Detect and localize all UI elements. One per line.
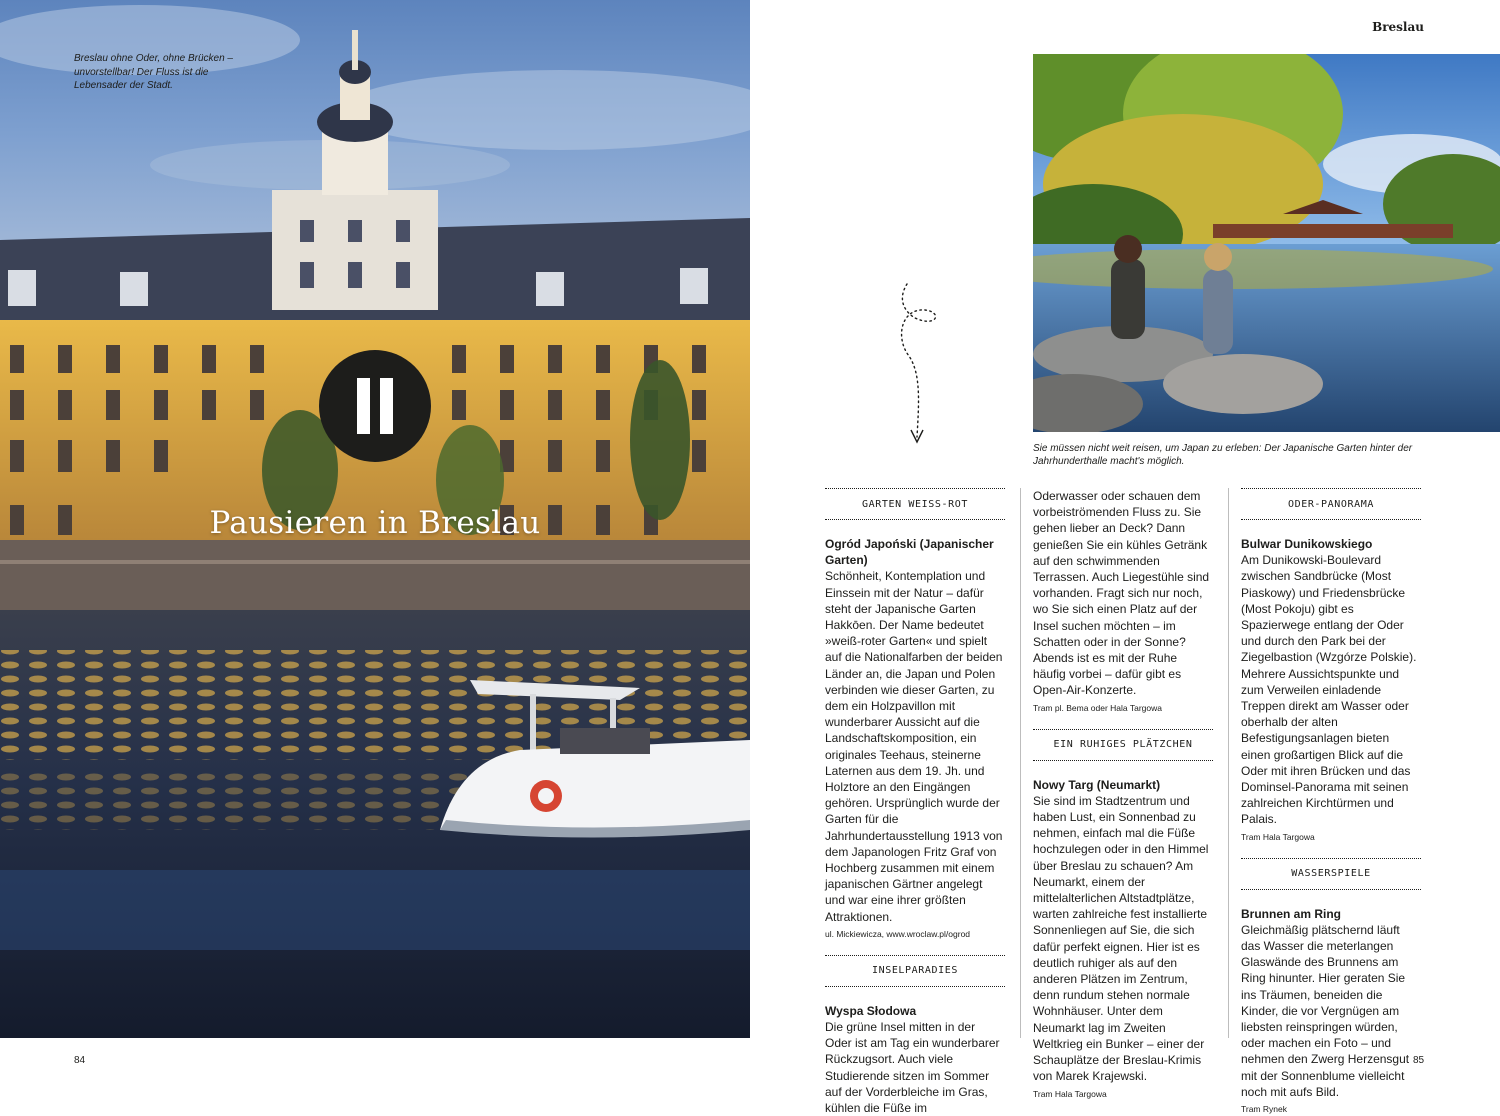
japanese-garden-illustration	[1033, 54, 1500, 432]
item-title: Nowy Targ (Neumarkt)	[1033, 777, 1161, 792]
running-head: Breslau	[1372, 20, 1424, 34]
photo-caption-right: Sie müssen nicht weit reisen, um Japan zu erleben: Der Japanische Garten hinter der Jahrhunderthalle macht's möglich.	[1033, 443, 1413, 467]
item-body: Die grüne Insel mitten in der Oder ist am Tag ein wunderbarer Rückzugsort. Auch viele Studierende sitzen im Sommer auf der Vorderbleiche im Gras, kühlen die Füße im	[825, 1020, 1000, 1116]
item-info: Tram Rynek	[1241, 1104, 1287, 1115]
page-number-left: 84	[74, 1055, 86, 1066]
item-body-continued: Oderwasser oder schauen dem vorbeiströmenden Fluss zu. Sie gehen lieber an Deck? Dann genießen Sie ein kühles Getränk auf den schwimmenden Terrassen. Auch Liegestühle sind vorhanden. Fragt sich nur noch, wo Sie sich einen Platz auf der Insel suchen möchten – im Schatten oder in der Sonne? Abends ist es mit der Ruhe häufig vorbei – dafür gibt es Open-Air-Konzerte.	[1033, 489, 1210, 698]
section-heading: GARTEN WEISS-ROT	[825, 488, 1005, 520]
column-2	[1033, 488, 1213, 1101]
chapter-numeral-stroke	[357, 378, 370, 434]
chapter-numeral-stroke	[380, 378, 393, 434]
section-heading: WASSERSPIELE	[1241, 858, 1421, 890]
page-number-right: 85	[1413, 1055, 1425, 1066]
column-3	[1241, 488, 1421, 1116]
item-info: Tram pl. Bema oder Hala Targowa	[1033, 702, 1162, 713]
item-info: Tram Hala Targowa	[1033, 1088, 1107, 1099]
chapter-title: Pausieren in Breslau	[209, 505, 541, 541]
item-title: Wyspa Słodowa	[825, 1003, 917, 1018]
item-info: ul. Mickiewicza, www.wroclaw.pl/ogrod	[825, 928, 971, 939]
column-1	[825, 488, 1005, 1116]
dotted-arrow-icon	[885, 282, 955, 452]
item-title: Bulwar Dunikowskiego	[1241, 537, 1373, 551]
chapter-number-badge	[319, 350, 431, 462]
item-body: Am Dunikowski-Boulevard zwischen Sandbrücke (Most Piaskowy) und Friedensbrücke (Most Pokoju) gibt es Spazierwege entlang der Oder und durch den Park bei der Ziegelbastion (Wzgórze Polskie). Mehrere Aussichtspunkte und zum Verweilen einladende Treppen direkt am Wasser oder oberhalb der alten Befestigungsanlagen bieten einen großartigen Blick auf die Oder mit ihren Brücken und das Dominsel-Panorama mit seinen zahlreichen Kirchtürmen und Palais.	[1241, 553, 1417, 827]
column-rule	[1228, 488, 1229, 1038]
column-rule	[1020, 488, 1021, 1038]
section-heading: ODER-PANORAMA	[1241, 488, 1421, 520]
item-info: Tram Hala Targowa	[1241, 831, 1315, 842]
item-body: Gleichmäßig plätschernd läuft das Wasser die meterlangen Glaswände des Brunnens am Ring hinunter. Hier geraten Sie ins Träumen, beneiden die Kinder, die vor Vergnügen am liebsten reinspringen würden, oder machen ein Foto – und nehmen den Zwerg Herzensgut mit der Sonnenblume vielleicht noch mit aufs Bild.	[1241, 922, 1410, 1099]
item-title: Brunnen am Ring	[1241, 906, 1342, 921]
item-body: Schönheit, Kontemplation und Einssein mit der Natur – dafür steht der Japanische Garten Hakkōen. Der Name bedeutet »weiß-roter Garten« und spielt auf die Nationalfarben der beiden Länder an, die Japan und Polen verbinden wie dieser Garten, zu dem ein Holzpavillon mit wunderbarer Aussicht auf die Landschaftskomposition, ein originales Teehaus, steinerne Laternen aus dem 19. Jh. und Holztore an den Eingängen gehören. Ursprünglich wurde der Garten für die Jahrhundertausstellung 1913 von dem Japanologen Fritz Graf von Hochberg zusammen mit einem japanischen Gärtner angelegt und war eine ihrer größten Attraktionen.	[825, 569, 1003, 924]
photo-caption-left: Breslau ohne Oder, ohne Brücken – unvorstellbar! Der Fluss ist die Lebensader der Stadt.	[74, 53, 233, 91]
item-title: Ogród Japoński (Japanischer Garten)	[825, 537, 994, 568]
item-body: Sie sind im Stadtzentrum und haben Lust, ein Sonnenbad zu nehmen, einfach mal die Füße hochzulegen oder in den Himmel über Breslau zu schauen? Am Neumarkt, einem der mittelalterlichen Altstadtplätze, warten zahlreiche fest installierte Sonnenliegen auf Sie, die sich dafür perfekt eignen. Hier ist es deutlich ruhiger als auf den anderen Plätzen im Zentrum, denn rundum stehen normale Wohnhäuser. Unter dem Neumarkt lag im Zweiten Weltkrieg ein Bunker – einer der Schauplätze der Breslau-Krimis von Marek Krajewski.	[1033, 793, 1209, 1084]
section-heading: EIN RUHIGES PLÄTZCHEN	[1033, 729, 1213, 761]
japanese-garden-photo	[1033, 54, 1500, 432]
section-heading: INSELPARADIES	[825, 955, 1005, 987]
